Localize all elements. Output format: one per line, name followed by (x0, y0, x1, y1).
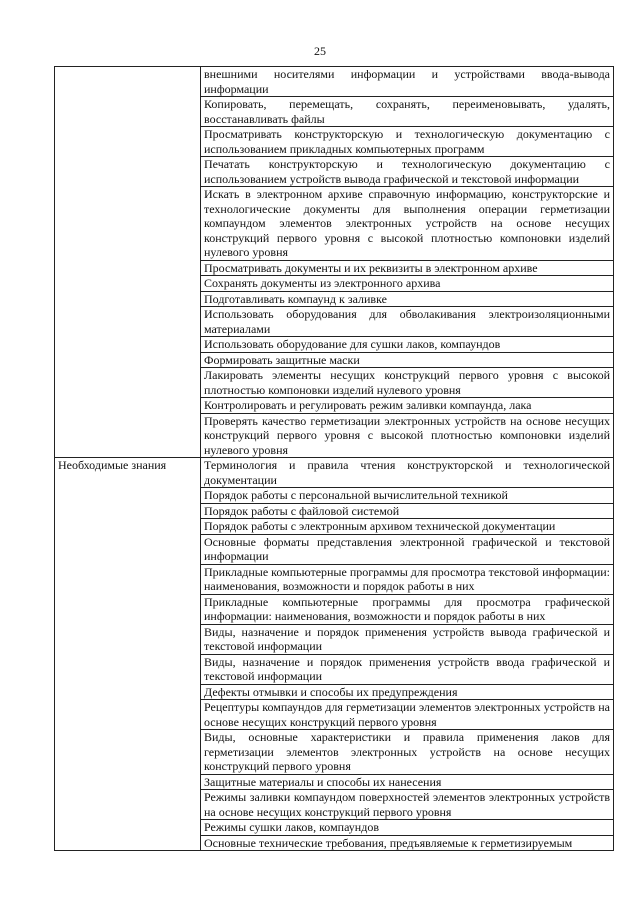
knowledge-item: Виды, назначение и порядок применения устройств ввода графической и текстовой информации (201, 654, 614, 684)
skills-item: Подготавливать компаунд к заливке (201, 291, 614, 307)
knowledge-item: Виды, назначение и порядок применения устройств вывода графической и текстовой информации (201, 624, 614, 654)
knowledge-item: Порядок работы с электронным архивом технической документации (201, 519, 614, 535)
knowledge-item: Порядок работы с персональной вычислительной техникой (201, 488, 614, 504)
skills-item: Просматривать конструкторскую и технологическую документацию с использованием прикладных компьютерных программ (201, 127, 614, 157)
skills-row (55, 67, 614, 97)
knowledge-item: Защитные материалы и способы их нанесения (201, 774, 614, 790)
knowledge-item: Режимы заливки компаундом поверхностей элементов электронных устройств на основе несущих конструкций первого уровня (201, 790, 614, 820)
knowledge-item: Прикладные компьютерные программы для просмотра графической информации: наименования, возможности и порядок работы в них (201, 594, 614, 624)
skills-item: Использовать оборудования для обволакивания электроизоляционными материалами (201, 307, 614, 337)
skills-item: Лакировать элементы несущих конструкций первого уровня с высокой плотностью компоновки изделий нулевого уровня (201, 368, 614, 398)
skills-item: Формировать защитные маски (201, 352, 614, 368)
skills-item: Искать в электронном архиве справочную информацию, конструкторские и технологические документы для выполнения операции герметизации компаундом элементов электронных устройств на основе несущих конструкций первого уровня с высокой плотностью компоновки изделий нулевого уровня (201, 187, 614, 261)
skills-item: Использовать оборудование для сушки лаков, компаундов (201, 337, 614, 353)
skills-section-label (55, 67, 201, 458)
knowledge-item: Рецептуры компаундов для герметизации элементов электронных устройств на основе несущих конструкций первого уровня (201, 700, 614, 730)
skills-item: Печатать конструкторскую и технологическую документацию с использованием устройств вывода графической и текстовой информации (201, 157, 614, 187)
skills-item: Копировать, перемещать, сохранять, переименовывать, удалять, восстанавливать файлы (201, 97, 614, 127)
skills-item: внешними носителями информации и устройствами ввода-вывода информации (201, 67, 614, 97)
knowledge-item: Терминология и правила чтения конструкторской и технологической документации (201, 458, 614, 488)
knowledge-section-label (55, 458, 201, 851)
knowledge-item: Виды, основные характеристики и правила применения лаков для герметизации элементов электронных устройств на основе несущих конструкций первого уровня (201, 730, 614, 775)
knowledge-item: Дефекты отмывки и способы их предупреждения (201, 684, 614, 700)
skills-item: Проверять качество герметизации электронных устройств на основе несущих конструкций первого уровня с высокой плотностью компоновки изделий нулевого уровня (201, 413, 614, 458)
competency-table (54, 66, 614, 851)
knowledge-item: Режимы сушки лаков, компаундов (201, 820, 614, 836)
page-number: 25 (314, 44, 326, 58)
skills-item: Просматривать документы и их реквизиты в электронном архиве (201, 260, 614, 276)
skills-item: Сохранять документы из электронного архива (201, 276, 614, 292)
knowledge-item: Основные форматы представления электронной графической и текстовой информации (201, 534, 614, 564)
knowledge-item: Прикладные компьютерные программы для просмотра текстовой информации: наименования, возможности и порядок работы в них (201, 564, 614, 594)
knowledge-row (55, 458, 614, 488)
skills-item: Контролировать и регулировать режим заливки компаунда, лака (201, 398, 614, 414)
knowledge-item: Основные технические требования, предъявляемые к герметизируемым (201, 835, 614, 851)
knowledge-item: Порядок работы с файловой системой (201, 503, 614, 519)
section-label-text: Необходимые знания (58, 458, 167, 472)
